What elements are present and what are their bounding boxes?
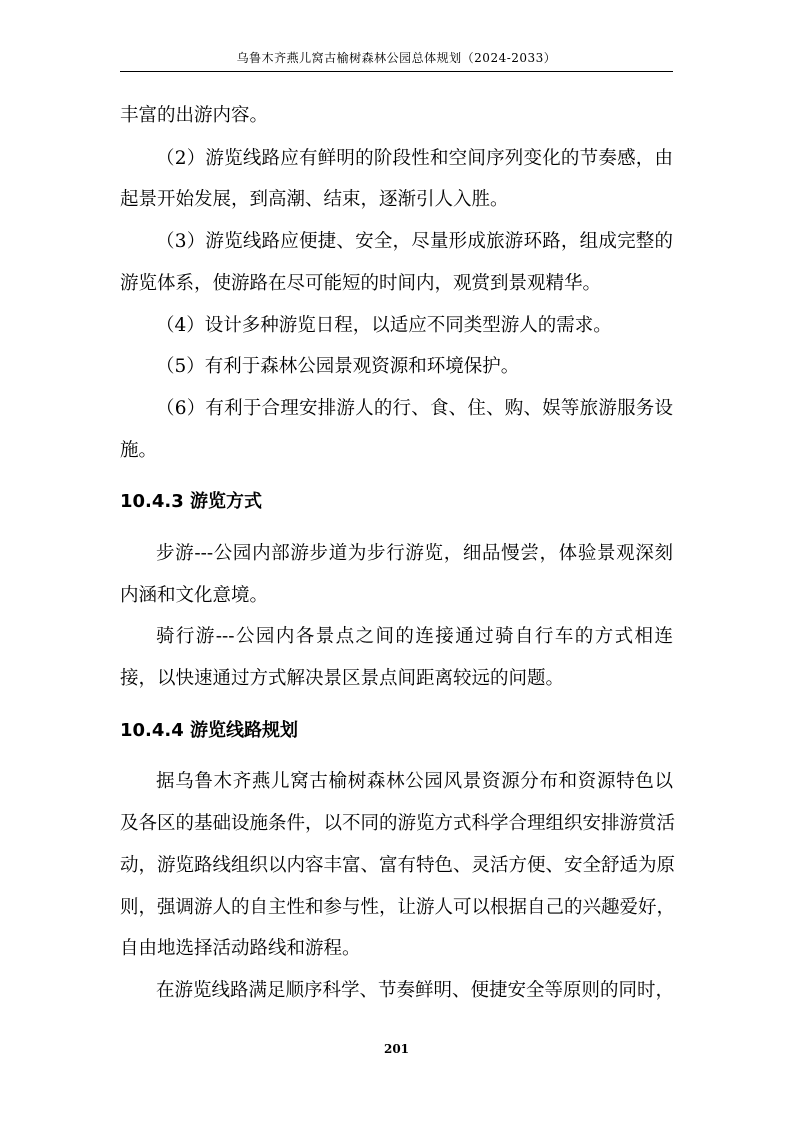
body-line: 起景开始发展，到高潮、结束，逐渐引人入胜。 xyxy=(120,189,509,210)
body-line: 丰富的出游内容。 xyxy=(120,105,269,126)
body-line: 步游---公园内部游步道为步行游览，细品慢尝，体验景观深刻 xyxy=(156,543,673,564)
body-line: 内涵和文化意境。 xyxy=(120,585,269,606)
body-line: 接，以快速通过方式解决景区景点间距离较远的问题。 xyxy=(120,668,565,689)
header-divider xyxy=(120,71,673,72)
body-line: （5）有利于森林公园景观资源和环境保护。 xyxy=(156,356,520,377)
page-number: 201 xyxy=(383,1042,410,1056)
body-line: （4）设计多种游览日程，以适应不同类型游人的需求。 xyxy=(156,315,612,336)
body-line: 及各区的基础设施条件，以不同的游览方式科学合理组织安排游赏活 xyxy=(120,813,676,834)
section-heading: 10.4.4 游览线路规划 xyxy=(120,720,299,741)
body-line: （6）有利于合理安排游人的行、食、住、购、娱等旅游服务设 xyxy=(156,398,673,419)
body-line: 在游览线路满足顺序科学、节奏鲜明、便捷安全等原则的同时， xyxy=(156,980,675,1001)
body-line: （2）游览线路应有鲜明的阶段性和空间序列变化的节奏感，由 xyxy=(156,148,673,169)
section-heading: 10.4.3 游览方式 xyxy=(120,491,263,512)
header-title: 乌鲁木齐燕儿窝古榆树森林公园总体规划（2024-2033） xyxy=(236,51,557,65)
body-line: 据乌鲁木齐燕儿窝古榆树森林公园风景资源分布和资源特色以 xyxy=(156,771,673,792)
body-line: （3）游览线路应便捷、安全，尽量形成旅游环路，组成完整的 xyxy=(156,231,673,252)
body-line: 则，强调游人的自主性和参与性，让游人可以根据自己的兴趣爱好， xyxy=(120,897,676,918)
body-line: 游览体系，使游路在尽可能短的时间内，观赏到景观精华。 xyxy=(120,273,602,294)
body-line: 自由地选择活动路线和游程。 xyxy=(120,938,361,959)
body-line: 骑行游---公园内各景点之间的连接通过骑自行车的方式相连 xyxy=(156,626,673,647)
body-line: 动，游览路线组织以内容丰富、富有特色、灵活方便、安全舒适为原 xyxy=(120,855,676,876)
body-line: 施。 xyxy=(120,440,158,461)
